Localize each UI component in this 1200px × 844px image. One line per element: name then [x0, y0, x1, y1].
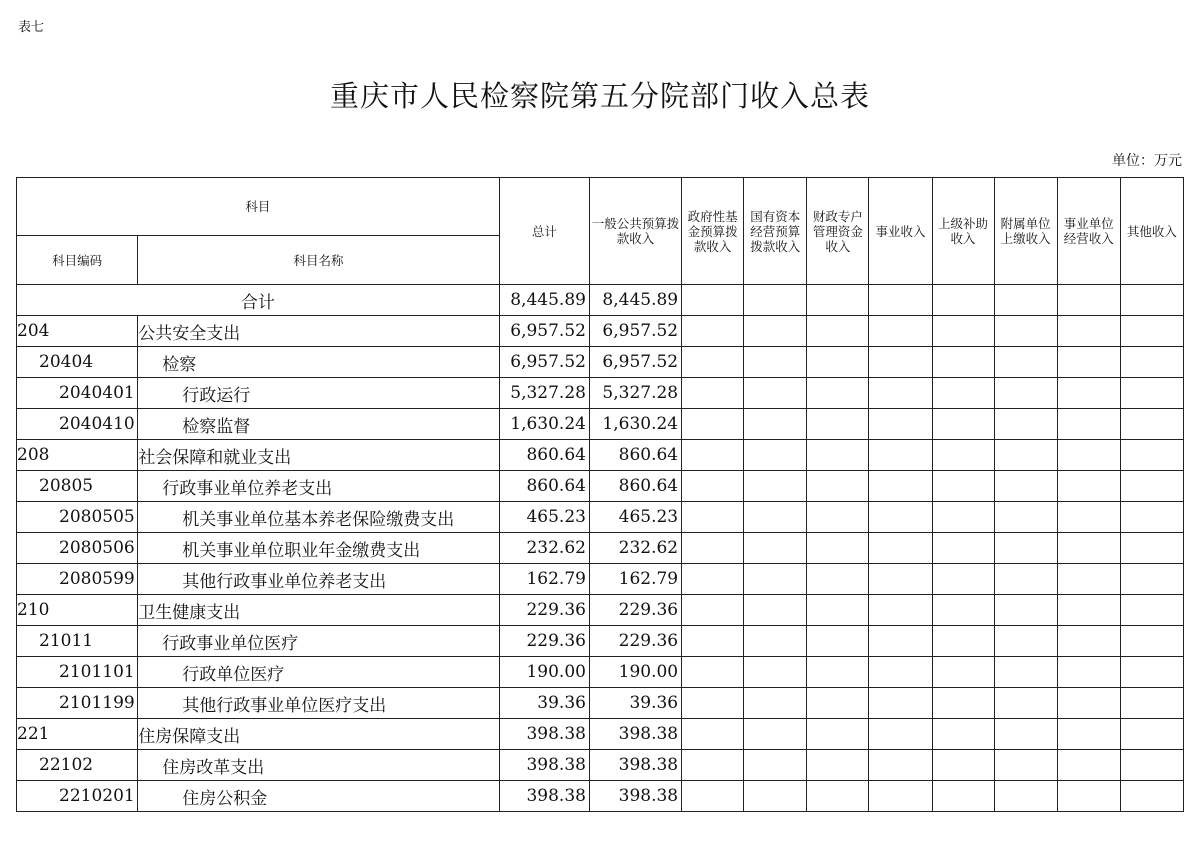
- empty-cell: [869, 409, 932, 440]
- empty-cell: [932, 316, 994, 347]
- empty-cell: [869, 719, 932, 750]
- empty-cell: [932, 409, 994, 440]
- empty-cell: [807, 378, 869, 409]
- table-row: [17, 502, 1184, 533]
- empty-cell: [869, 626, 932, 657]
- empty-cell: [744, 564, 807, 595]
- total-amount-cell: 1,630.24: [499, 409, 589, 440]
- empty-cell: [682, 316, 744, 347]
- subject-code-cell: 204: [17, 316, 138, 347]
- empty-cell: [932, 781, 994, 812]
- empty-cell: [1120, 657, 1183, 688]
- header-affiliated: 附属单位上缴收入: [994, 178, 1057, 285]
- empty-cell: [682, 533, 744, 564]
- empty-cell: [869, 595, 932, 626]
- empty-cell: [932, 750, 994, 781]
- subject-code-cell: 21011: [17, 626, 138, 657]
- empty-cell: [682, 657, 744, 688]
- unit-label: 单位：万元: [1112, 153, 1182, 169]
- table-row: [17, 719, 1184, 750]
- subject-code-cell: 20404: [17, 347, 138, 378]
- empty-cell: [932, 502, 994, 533]
- empty-cell: [932, 347, 994, 378]
- empty-cell: [744, 688, 807, 719]
- empty-cell: [744, 781, 807, 812]
- empty-cell: [1057, 657, 1120, 688]
- empty-cell: [932, 595, 994, 626]
- empty-cell: [1120, 750, 1183, 781]
- subject-name-cell: 行政事业单位医疗: [138, 626, 500, 657]
- empty-cell: [682, 719, 744, 750]
- empty-cell: [869, 564, 932, 595]
- empty-cell: [807, 502, 869, 533]
- subject-name-cell: 住房保障支出: [138, 719, 500, 750]
- empty-cell: [994, 347, 1057, 378]
- empty-cell: [682, 440, 744, 471]
- total-amount-cell: 398.38: [499, 719, 589, 750]
- total-row: [17, 285, 1184, 316]
- empty-cell: [1120, 378, 1183, 409]
- table-row: [17, 688, 1184, 719]
- subject-name-cell: 行政单位医疗: [138, 657, 500, 688]
- total-amount-cell: 398.38: [499, 781, 589, 812]
- empty-cell: [994, 626, 1057, 657]
- empty-cell: [682, 409, 744, 440]
- general-budget-cell: 39.36: [589, 688, 681, 719]
- header-state-capital: 国有资本经营预算拨款收入: [744, 178, 807, 285]
- empty-cell: [682, 564, 744, 595]
- empty-cell: [869, 316, 932, 347]
- empty-cell: [1057, 502, 1120, 533]
- subject-name-cell: 其他行政事业单位养老支出: [138, 564, 500, 595]
- table-row: [17, 471, 1184, 502]
- empty-cell: [807, 657, 869, 688]
- empty-cell: [807, 719, 869, 750]
- general-budget-cell: 398.38: [589, 781, 681, 812]
- empty-cell: [744, 595, 807, 626]
- subject-code-cell: 208: [17, 440, 138, 471]
- document-title: 重庆市人民检察院第五分院部门收入总表: [329, 79, 870, 113]
- empty-cell: [869, 657, 932, 688]
- total-amount-cell: 162.79: [499, 564, 589, 595]
- total-amount-cell: 39.36: [499, 688, 589, 719]
- empty-cell: [1057, 688, 1120, 719]
- empty-cell: [682, 781, 744, 812]
- subject-code-cell: 2040401: [17, 378, 138, 409]
- general-budget-cell: 398.38: [589, 750, 681, 781]
- empty-cell: [1120, 440, 1183, 471]
- empty-cell: [994, 471, 1057, 502]
- empty-cell: [994, 781, 1057, 812]
- table-row: [17, 440, 1184, 471]
- subject-code-cell: 221: [17, 719, 138, 750]
- header-operating: 事业单位经营收入: [1057, 178, 1120, 285]
- total-amount-cell: 398.38: [499, 750, 589, 781]
- subject-name-cell: 行政运行: [138, 378, 500, 409]
- empty-cell: [744, 719, 807, 750]
- empty-cell: [682, 750, 744, 781]
- general-budget-cell: 5,327.28: [589, 378, 681, 409]
- empty-cell: [1057, 595, 1120, 626]
- empty-cell: [807, 347, 869, 378]
- empty-cell: [994, 595, 1057, 626]
- header-total: 总计: [499, 178, 589, 285]
- empty-cell: [994, 440, 1057, 471]
- general-budget-cell: 229.36: [589, 595, 681, 626]
- empty-cell: [932, 657, 994, 688]
- subject-code-cell: 2210201: [17, 781, 138, 812]
- empty-cell: [932, 440, 994, 471]
- empty-cell: [744, 502, 807, 533]
- empty-cell: [682, 378, 744, 409]
- total-amount-cell: 860.64: [499, 471, 589, 502]
- empty-cell: [1057, 533, 1120, 564]
- empty-cell: [994, 409, 1057, 440]
- empty-cell: [1057, 409, 1120, 440]
- empty-cell: [1120, 781, 1183, 812]
- header-general-budget: 一般公共预算拨款收入: [589, 178, 681, 285]
- header-name: 科目名称: [138, 236, 500, 285]
- empty-cell: [1057, 750, 1120, 781]
- table-number-label: 表七: [18, 20, 45, 35]
- subject-name-cell: 机关事业单位职业年金缴费支出: [138, 533, 500, 564]
- table-row: [17, 781, 1184, 812]
- empty-cell: [807, 626, 869, 657]
- general-budget-cell: 860.64: [589, 471, 681, 502]
- empty-cell: [807, 440, 869, 471]
- empty-cell: [869, 440, 932, 471]
- table-row: [17, 378, 1184, 409]
- empty-cell: [869, 688, 932, 719]
- empty-cell: [1057, 564, 1120, 595]
- empty-cell: [744, 626, 807, 657]
- empty-cell: [932, 719, 994, 750]
- total-amount-cell: 5,327.28: [499, 378, 589, 409]
- header-code: 科目编码: [17, 236, 138, 285]
- header-upper-subsidy: 上级补助收入: [932, 178, 994, 285]
- empty-cell: [744, 409, 807, 440]
- table-row: [17, 595, 1184, 626]
- empty-cell: [744, 750, 807, 781]
- table-row: [17, 564, 1184, 595]
- empty-cell: [994, 657, 1057, 688]
- empty-cell: [1057, 440, 1120, 471]
- empty-cell: [807, 750, 869, 781]
- empty-cell: [1120, 347, 1183, 378]
- subject-code-cell: 2080599: [17, 564, 138, 595]
- subject-code-cell: 20805: [17, 471, 138, 502]
- empty-cell: [932, 378, 994, 409]
- subject-name-cell: 行政事业单位养老支出: [138, 471, 500, 502]
- empty-cell: [1120, 719, 1183, 750]
- empty-cell: [807, 316, 869, 347]
- subject-name-cell: 机关事业单位基本养老保险缴费支出: [138, 502, 500, 533]
- subject-code-cell: 22102: [17, 750, 138, 781]
- general-budget-cell: 6,957.52: [589, 316, 681, 347]
- empty-cell: [1057, 719, 1120, 750]
- general-budget-cell: 1,630.24: [589, 409, 681, 440]
- subject-code-cell: 2101199: [17, 688, 138, 719]
- table-row: [17, 626, 1184, 657]
- header-gov-fund: 政府性基金预算拨款收入: [682, 178, 744, 285]
- empty-cell: [682, 595, 744, 626]
- empty-cell: [932, 626, 994, 657]
- empty-cell: [994, 502, 1057, 533]
- table-row: [17, 533, 1184, 564]
- total-amount-cell: 860.64: [499, 440, 589, 471]
- table-row: [17, 657, 1184, 688]
- general-budget-cell: 860.64: [589, 440, 681, 471]
- subject-code-cell: 2040410: [17, 409, 138, 440]
- empty-cell: [1057, 626, 1120, 657]
- total-amount-cell: 229.36: [499, 595, 589, 626]
- general-budget-cell: 6,957.52: [589, 347, 681, 378]
- empty-cell: [994, 719, 1057, 750]
- empty-cell: [744, 378, 807, 409]
- empty-cell: [807, 595, 869, 626]
- empty-cell: [1120, 471, 1183, 502]
- total-amount-cell: 6,957.52: [499, 347, 589, 378]
- empty-cell: [1120, 564, 1183, 595]
- empty-cell: [1057, 316, 1120, 347]
- table-row: [17, 409, 1184, 440]
- empty-cell: [744, 471, 807, 502]
- empty-cell: [1120, 316, 1183, 347]
- empty-cell: [869, 502, 932, 533]
- empty-cell: [994, 688, 1057, 719]
- subject-name-cell: 卫生健康支出: [138, 595, 500, 626]
- subject-code-cell: 2101101: [17, 657, 138, 688]
- total-amount-cell: 229.36: [499, 626, 589, 657]
- empty-cell: [682, 688, 744, 719]
- subject-name-cell: 公共安全支出: [138, 316, 500, 347]
- empty-cell: [869, 347, 932, 378]
- table-row: [17, 347, 1184, 378]
- empty-cell: [994, 316, 1057, 347]
- empty-cell: [744, 657, 807, 688]
- empty-cell: [807, 688, 869, 719]
- total-amount-cell: 465.23: [499, 502, 589, 533]
- empty-cell: [682, 471, 744, 502]
- total-label: 合计: [17, 285, 500, 316]
- subject-name-cell: 住房公积金: [138, 781, 500, 812]
- header-fiscal-special: 财政专户管理资金收入: [807, 178, 869, 285]
- empty-cell: [807, 564, 869, 595]
- empty-cell: [932, 564, 994, 595]
- empty-cell: [1120, 595, 1183, 626]
- table-row: [17, 750, 1184, 781]
- empty-cell: [807, 471, 869, 502]
- empty-cell: [744, 440, 807, 471]
- empty-cell: [682, 502, 744, 533]
- general-budget-cell: 398.38: [589, 719, 681, 750]
- empty-cell: [994, 533, 1057, 564]
- empty-cell: [1120, 502, 1183, 533]
- empty-cell: [1120, 409, 1183, 440]
- subject-name-cell: 检察: [138, 347, 500, 378]
- income-summary-table: [16, 177, 1184, 812]
- total-amount: 8,445.89: [499, 285, 589, 316]
- empty-cell: [1120, 626, 1183, 657]
- header-other: 其他收入: [1120, 178, 1183, 285]
- empty-cell: [1057, 471, 1120, 502]
- empty-cell: [807, 533, 869, 564]
- empty-cell: [869, 533, 932, 564]
- empty-cell: [744, 347, 807, 378]
- empty-cell: [1057, 378, 1120, 409]
- empty-cell: [869, 781, 932, 812]
- empty-cell: [807, 781, 869, 812]
- empty-cell: [869, 750, 932, 781]
- general-budget-cell: 162.79: [589, 564, 681, 595]
- subject-name-cell: 检察监督: [138, 409, 500, 440]
- empty-cell: [869, 378, 932, 409]
- empty-cell: [1057, 347, 1120, 378]
- subject-code-cell: 210: [17, 595, 138, 626]
- empty-cell: [932, 471, 994, 502]
- subject-code-cell: 2080505: [17, 502, 138, 533]
- empty-cell: [869, 471, 932, 502]
- total-amount-cell: 190.00: [499, 657, 589, 688]
- subject-name-cell: 其他行政事业单位医疗支出: [138, 688, 500, 719]
- header-business-income: 事业收入: [869, 178, 932, 285]
- empty-cell: [994, 378, 1057, 409]
- empty-cell: [682, 626, 744, 657]
- empty-cell: [1057, 781, 1120, 812]
- header-subject: 科目: [17, 178, 500, 236]
- subject-name-cell: 社会保障和就业支出: [138, 440, 500, 471]
- empty-cell: [932, 533, 994, 564]
- total-amount-cell: 232.62: [499, 533, 589, 564]
- empty-cell: [744, 316, 807, 347]
- subject-code-cell: 2080506: [17, 533, 138, 564]
- empty-cell: [807, 409, 869, 440]
- general-budget-cell: 190.00: [589, 657, 681, 688]
- general-budget-cell: 232.62: [589, 533, 681, 564]
- empty-cell: [994, 750, 1057, 781]
- table-row: [17, 316, 1184, 347]
- subject-name-cell: 住房改革支出: [138, 750, 500, 781]
- total-general-budget: 8,445.89: [589, 285, 681, 316]
- empty-cell: [682, 347, 744, 378]
- empty-cell: [994, 564, 1057, 595]
- general-budget-cell: 465.23: [589, 502, 681, 533]
- empty-cell: [744, 533, 807, 564]
- total-amount-cell: 6,957.52: [499, 316, 589, 347]
- empty-cell: [1120, 533, 1183, 564]
- empty-cell: [1120, 688, 1183, 719]
- empty-cell: [932, 688, 994, 719]
- general-budget-cell: 229.36: [589, 626, 681, 657]
